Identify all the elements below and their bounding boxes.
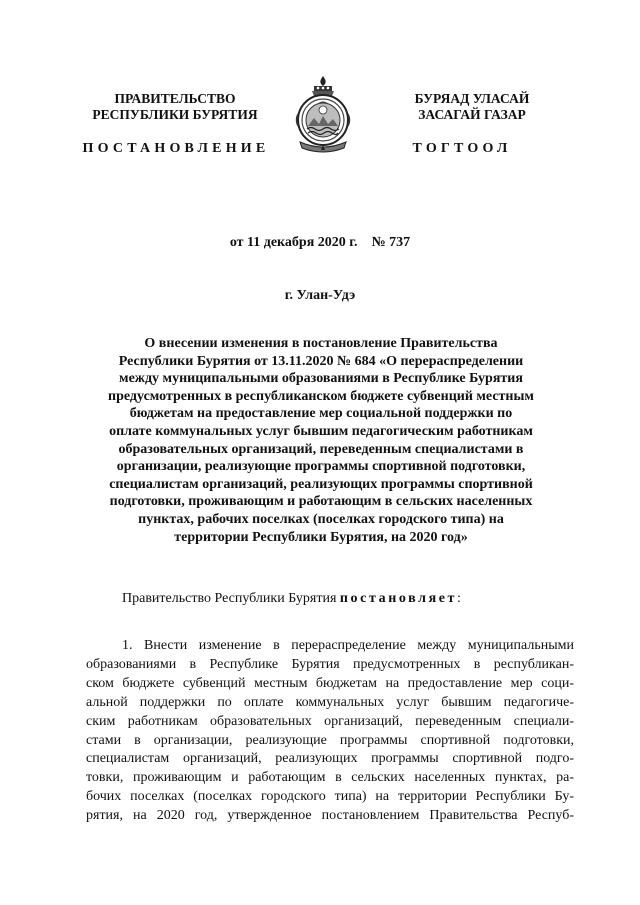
decree-suffix: : [457,591,461,606]
title-line: предусмотренных в республиканском бюджете субвенций местным [108,388,534,404]
header-right-line: БУРЯАД УЛАСАЙ [414,91,530,106]
body-line: альной поддержки по оплате коммунальных услуг бывшим педагогиче- [86,694,574,710]
header-left-caption: ПОСТАНОВЛЕНИЕ [82,141,270,156]
buryatia-coat-of-arms-icon [292,74,354,156]
title-line: организации, реализующие программы спортивной подготовки, [116,459,526,475]
title-line: Республики Бурятия от 13.11.2020 № 684 «О перераспределении [118,353,524,369]
decree-number: № 737 [371,235,411,250]
body-line: 1. Внести изменение в перераспределение между муниципальными [122,638,574,653]
title-line: оплате коммунальных услуг бывшим педагогическим работникам [109,423,533,439]
decree-date-line [0,235,640,251]
body-line: ском бюджете субвенций местным бюджетам на предоставление мер соци- [86,675,574,691]
decree-city: г. Улан-Удэ [284,288,356,303]
document-title [105,335,537,546]
title-line: между муниципальными образованиями в Республике Бурятия [119,371,523,387]
body-line: специалистам организаций, реализующих программы спортивной подго- [86,751,574,767]
header-left-org [70,91,280,123]
header-right-line: ЗАСАГАЙ ГАЗАР [418,107,526,122]
header-right-caption: ТОГТООЛ [412,141,512,156]
title-line: пунктах, рабочих поселках (поселках городского типа) на [138,511,504,527]
title-line: подготовки, проживающим и работающим в сельских населенных [109,494,533,510]
body-line: образованиями в Республике Бурятия предусмотренных в республикан- [86,656,574,672]
header-left-line: РЕСПУБЛИКИ БУРЯТИЯ [92,107,258,122]
decree-statement [122,591,461,607]
body-line: рятия, на 2020 год, утвержденное постановлением Правительства Респуб- [86,808,574,824]
body-paragraph [86,637,574,826]
title-line: образовательных организаций, переведенным специалистами в [118,441,524,457]
body-line: бочих поселках (поселках городского типа) на территории Республики Бу- [86,789,574,805]
body-line: стами в организации, реализующие программы спортивной подготовки, [86,732,574,748]
decree-verb: постановляет [339,591,458,606]
title-line: специалистам организаций, реализующих программы спортивной [109,476,533,492]
title-line: О внесении изменения в постановление Правительства [144,336,498,351]
body-line: товки, проживающим и работающим в сельских населенных пунктах, ра- [86,770,574,786]
body-line: ским работникам образовательных организаций, переведенным специали- [86,713,574,729]
decree-date: от 11 декабря 2020 г. [229,235,358,250]
decree-prefix: Правительство Республики Бурятия [122,591,340,606]
header-right-org [372,91,572,123]
title-line: территории Республики Бурятия, на 2020 год» [174,529,468,545]
header-left-line: ПРАВИТЕЛЬСТВО [114,91,236,106]
title-line: бюджетам на предоставление мер социальной поддержки по [129,406,513,422]
